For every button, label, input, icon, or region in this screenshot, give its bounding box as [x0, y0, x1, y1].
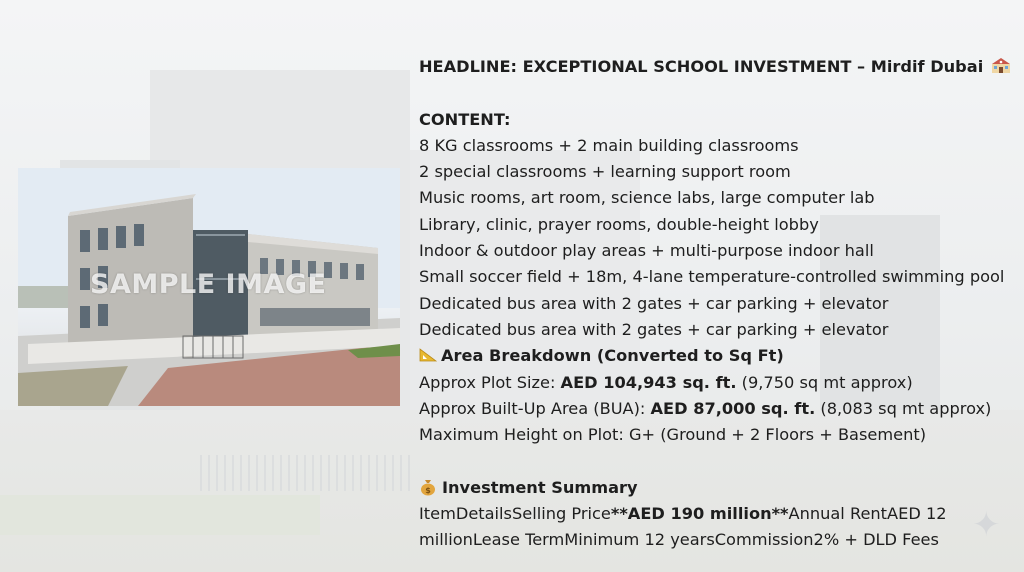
height-line: Maximum Height on Plot: G+ (Ground + 2 Floors + Basement) [419, 425, 927, 445]
content-line: Music rooms, art room, science labs, large computer lab [419, 188, 875, 208]
content-line: Small soccer field + 18m, 4-lane temperature-controlled swimming pool [419, 267, 1005, 287]
money-bag-icon [419, 478, 437, 496]
headline-text: HEADLINE: EXCEPTIONAL SCHOOL INVESTMENT – Mirdif Dubai [419, 57, 984, 76]
content-line: Library, clinic, prayer rooms, double-height lobby [419, 214, 819, 234]
sample-photo [18, 168, 400, 406]
headline [419, 54, 1024, 80]
background-lawn [0, 495, 320, 535]
plot-size-line: Approx Plot Size: AED 104,943 sq. ft. (9,750 sq mt approx) [419, 372, 913, 392]
bua-line: Approx Built-Up Area (BUA): AED 87,000 sq. ft. (8,083 sq mt approx) [419, 398, 992, 418]
svg-text:$: $ [425, 485, 431, 495]
investment-line: millionLease TermMinimum 12 yearsCommission2% + DLD Fees [419, 530, 939, 550]
triangular-ruler-icon [419, 348, 437, 362]
content-line: Dedicated bus area with 2 gates + car parking + elevator [419, 293, 889, 313]
spacer [419, 448, 1024, 474]
investment-line: ItemDetailsSelling Price**AED 190 million**Annual RentAED 12 [419, 504, 947, 524]
content-line: Indoor & outdoor play areas + multi-purpose indoor hall [419, 241, 874, 261]
content-line: 8 KG classrooms + 2 main building classrooms [419, 135, 799, 155]
school-building-icon [991, 57, 1011, 74]
sparkle-icon: ✦ [972, 505, 1001, 545]
content-line: 2 special classrooms + learning support room [419, 162, 791, 182]
spacer [419, 80, 1024, 106]
sample-image-watermark: SAMPLE IMAGE [90, 269, 327, 300]
background-fence [200, 455, 410, 491]
content-line: Dedicated bus area with 2 gates + car parking + elevator [419, 319, 889, 339]
area-heading: Area Breakdown (Converted to Sq Ft) [419, 343, 1024, 369]
listing-text [419, 54, 1024, 554]
investment-heading: $ Investment Summary [419, 475, 1024, 501]
content-heading: CONTENT: [419, 109, 511, 129]
